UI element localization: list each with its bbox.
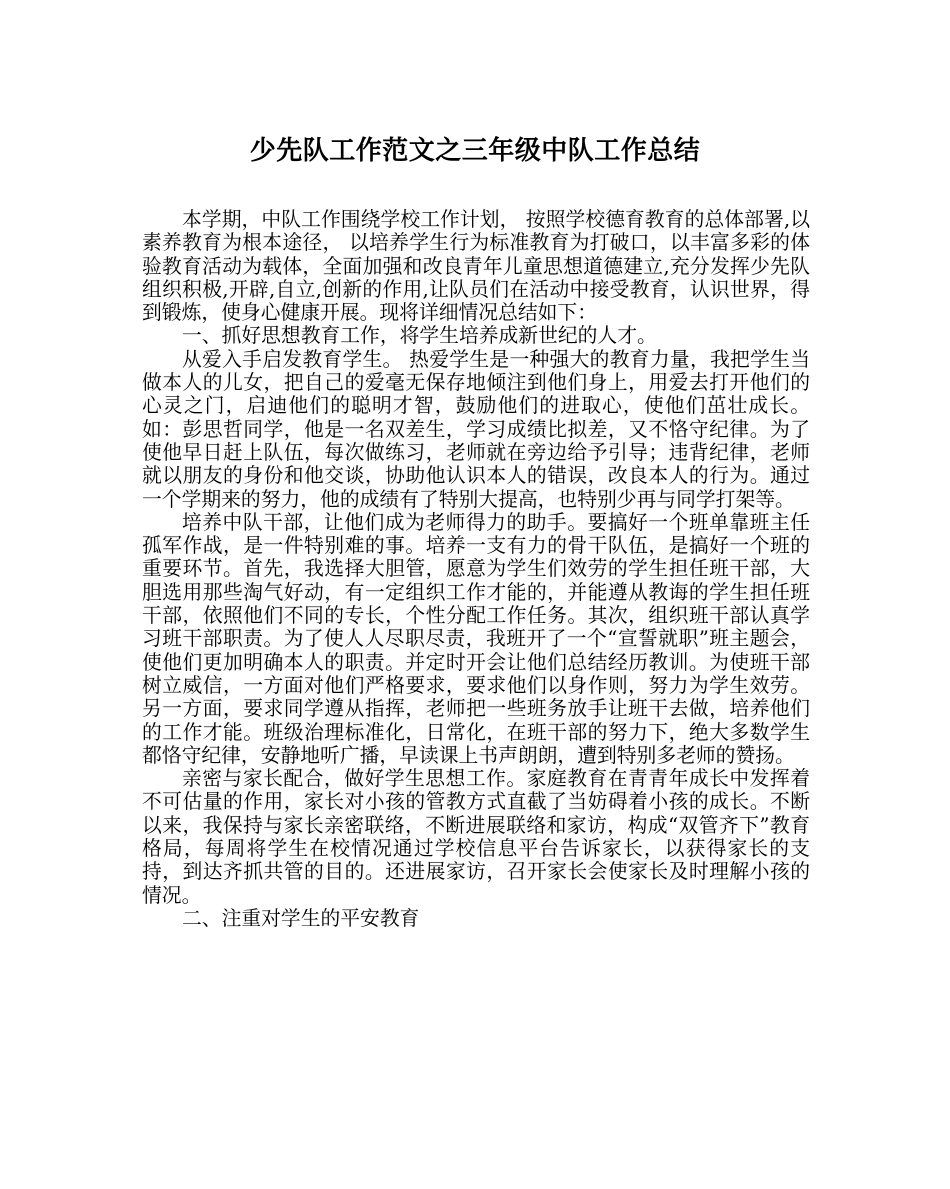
section-heading-2: 二、注重对学生的平安教育 (182, 906, 420, 930)
paragraph-love-education: 从爱入手启发教育学生。 热爱学生是一种强大的教育力量，我把学生当做本人的儿女，把自己的爱毫无保存地倾注到他们身上，用爱去打开他们的心灵之门，启迪他们的聪明才智，鼓励他们的进取心，使他们茁壮成长。如：彭思哲同学，他是一名双差生，学习成绩比拟差，又不恪守纪律。为了使他早日赶上队伍，每次做练习，老师就在旁边给予引导；违背纪律，老师就以朋友的身份和他交谈，协助他认识本人的错误，改良本人的行为。通过一个学期来的努力，他的成绩有了特别大提高，也特别少再与同学打架等。 (142, 347, 810, 511)
document-body (142, 208, 810, 930)
document-title: 少先队工作范文之三年级中队工作总结 (249, 136, 701, 166)
paragraph-intro: 本学期，中队工作围绕学校工作计划， 按照学校德育教育的总体部署,以素养教育为根本途径， 以培养学生行为标准教育为打破口，以丰富多彩的体验教育活动为载体，全面加强和改良青年儿童思想道德建立,充分发挥少先队组织积极,开辟,自立,创新的作用,让队员们在活动中接受教育，认识世界，得到锻炼，使身心健康开展。现将详细情况总结如下： (142, 208, 810, 325)
section-heading-1: 一、抓好思想教育工作，将学生培养成新世纪的人才。 (182, 324, 657, 348)
paragraph-class-cadres: 培养中队干部，让他们成为老师得力的助手。要搞好一个班单靠班主任孤军作战，是一件特别难的事。培养一支有力的骨干队伍，是搞好一个班的重要环节。首先，我选择大胆管，愿意为学生们效劳的学生担任班干部，大胆选用那些淘气好动，有一定组织工作才能的，并能遵从教诲的学生担任班干部，依照他们不同的专长，个性分配工作任务。其次，组织班干部认真学习班干部职责。为了使人人尽职尽责，我班开了一个“宣誓就职”班主题会，使他们更加明确本人的职责。并定时开会让他们总结经历教训。为使班干部树立威信，一方面对他们严格要求，要求他们以身作则，努力为学生效劳。另一方面，要求同学遵从指挥，老师把一些班务放手让班干去做，培养他们的工作才能。班级治理标准化，日常化，在班干部的努力下，绝大多数学生都恪守纪律，安静地听广播，早读课上书声朗朗，遭到特别多老师的赞扬。 (142, 510, 810, 767)
paragraph-parent-cooperation: 亲密与家长配合，做好学生思想工作。家庭教育在青青年成长中发挥着不可估量的作用，家长对小孩的管教方式直截了当妨碍着小孩的成长。不断以来，我保持与家长亲密联络，不断进展联络和家访，构成“双管齐下”教育格局，每周将学生在校情况通过学校信息平台告诉家长，以获得家长的支持，到达齐抓共管的目的。还进展家访，召开家长会使家长及时理解小孩的情况。 (142, 767, 810, 907)
